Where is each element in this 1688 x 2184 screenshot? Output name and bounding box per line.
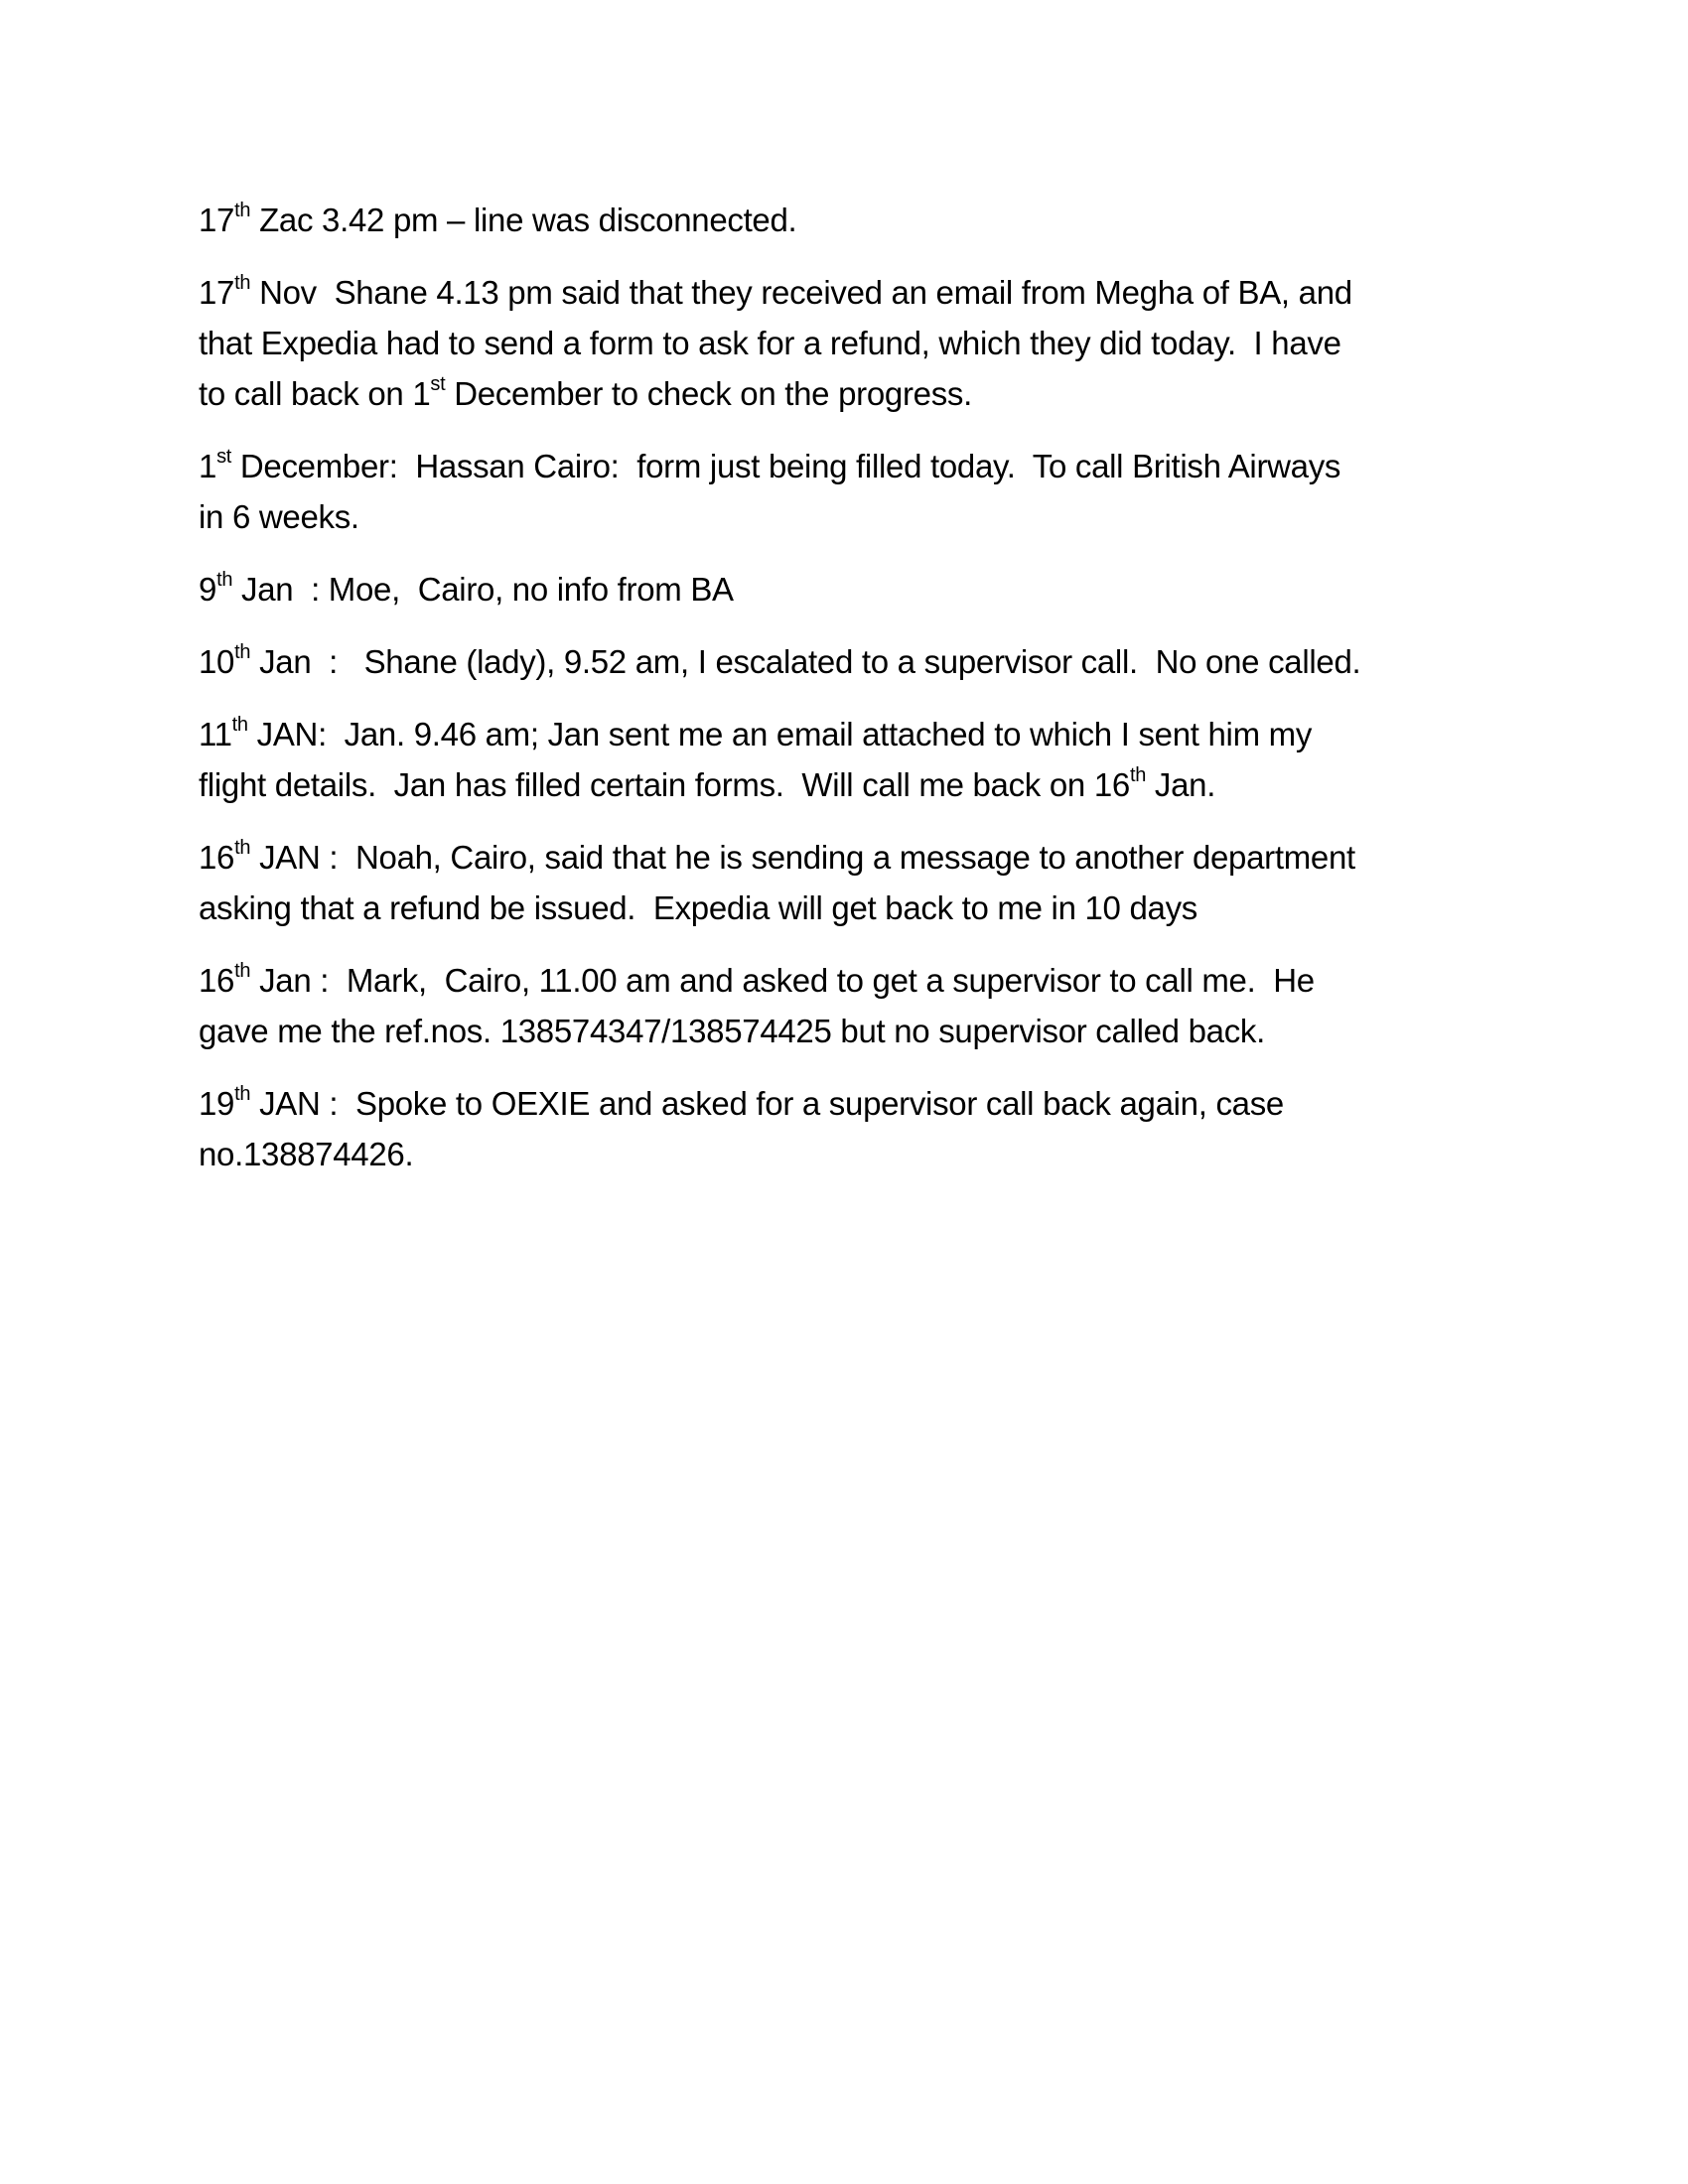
text-segment: to call back on 1: [199, 375, 431, 412]
text-line: [199, 759, 1489, 810]
ordinal-suffix: th: [234, 272, 251, 294]
document-body: [199, 195, 1489, 1201]
text-segment: JAN : Noah, Cairo, said that he is sending a message to another department: [250, 839, 1355, 876]
text-line: [199, 955, 1489, 1006]
text-segment: 16: [199, 839, 235, 876]
text-segment: 11: [199, 716, 232, 752]
text-segment: that Expedia had to send a form to ask for a refund, which they did today. I have: [199, 325, 1341, 361]
text-segment: in 6 weeks.: [199, 498, 359, 535]
text-line: [199, 491, 1489, 542]
text-segment: 9: [199, 571, 217, 608]
text-segment: Jan : Moe, Cairo, no info from BA: [232, 571, 734, 608]
text-segment: JAN: Jan. 9.46 am; Jan sent me an email attached to which I sent him my: [247, 716, 1313, 752]
log-entry-paragraph: [199, 564, 1489, 614]
log-entry-paragraph: [199, 709, 1489, 810]
text-segment: 10: [199, 643, 235, 680]
text-line: [199, 441, 1489, 491]
text-line: [199, 195, 1489, 245]
text-line: [199, 1078, 1489, 1129]
log-entry-paragraph: [199, 441, 1489, 542]
text-segment: December to check on the progress.: [445, 375, 972, 412]
log-entry-paragraph: [199, 832, 1489, 933]
text-segment: 19: [199, 1085, 235, 1122]
text-line: [199, 1006, 1489, 1056]
log-entry-paragraph: [199, 267, 1489, 419]
text-line: [199, 564, 1489, 614]
text-line: [199, 883, 1489, 933]
text-line: [199, 709, 1489, 759]
text-segment: December: Hassan Cairo: form just being filled today. To call British Airways: [231, 448, 1341, 484]
ordinal-suffix: th: [234, 641, 251, 663]
ordinal-suffix: th: [231, 714, 248, 736]
text-line: [199, 318, 1489, 368]
ordinal-suffix: st: [430, 373, 446, 395]
text-segment: no.138874426.: [199, 1136, 414, 1172]
text-line: [199, 368, 1489, 419]
text-segment: Zac 3.42 pm – line was disconnected.: [250, 202, 797, 238]
log-entry-paragraph: [199, 1078, 1489, 1179]
text-segment: JAN : Spoke to OEXIE and asked for a supervisor call back again, case: [250, 1085, 1284, 1122]
log-entry-paragraph: [199, 636, 1489, 687]
text-segment: asking that a refund be issued. Expedia will get back to me in 10 days: [199, 889, 1197, 926]
ordinal-suffix: th: [234, 837, 251, 859]
ordinal-suffix: st: [216, 446, 232, 468]
text-segment: gave me the ref.nos. 138574347/138574425 but no supervisor called back.: [199, 1013, 1265, 1049]
text-line: [199, 832, 1489, 883]
text-segment: 1: [199, 448, 217, 484]
text-line: [199, 636, 1489, 687]
ordinal-suffix: th: [234, 1083, 251, 1105]
text-segment: 17: [199, 274, 235, 311]
log-entry-paragraph: [199, 955, 1489, 1056]
log-entry-paragraph: [199, 195, 1489, 245]
text-segment: Jan : Mark, Cairo, 11.00 am and asked to get a supervisor to call me. He: [250, 962, 1315, 999]
text-segment: 17: [199, 202, 235, 238]
ordinal-suffix: th: [234, 200, 251, 221]
text-segment: Jan : Shane (lady), 9.52 am, I escalated to a supervisor call. No one called.: [250, 643, 1361, 680]
text-line: [199, 1129, 1489, 1179]
text-segment: Jan.: [1146, 766, 1216, 803]
ordinal-suffix: th: [216, 569, 233, 591]
ordinal-suffix: th: [1129, 764, 1147, 786]
text-segment: Nov Shane 4.13 pm said that they received an email from Megha of BA, and: [250, 274, 1352, 311]
text-segment: flight details. Jan has filled certain forms. Will call me back on 16: [199, 766, 1130, 803]
ordinal-suffix: th: [234, 960, 251, 982]
text-segment: 16: [199, 962, 235, 999]
text-line: [199, 267, 1489, 318]
